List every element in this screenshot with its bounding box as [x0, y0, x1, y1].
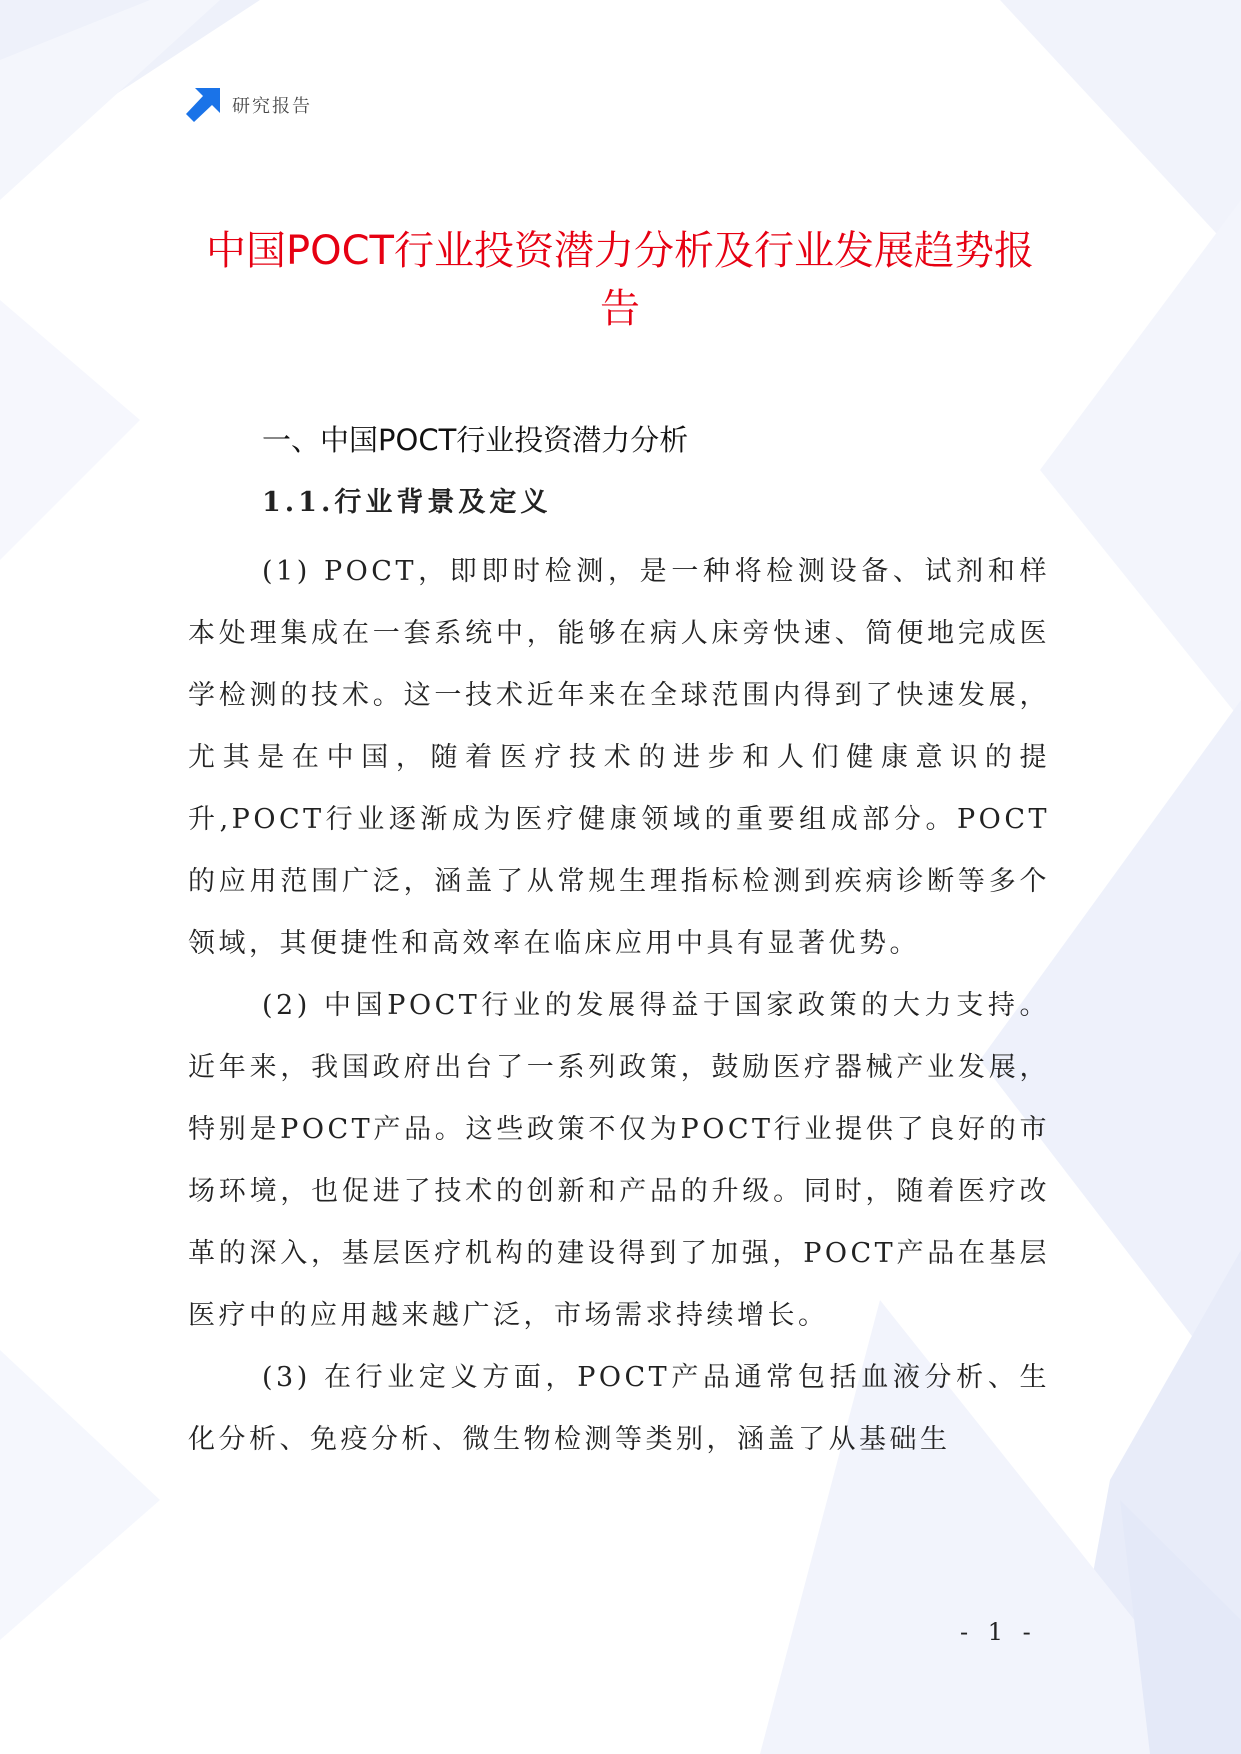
paragraph: (2) 中国POCT行业的发展得益于国家政策的大力支持。近年来，我国政府出台了一系列政策，鼓励医疗器械产业发展，特别是POCT产品。这些政策不仅为POCT行业提供了良好的市场环境，也促进了技术的创新和产品的升级。同时，随着医疗改革的深入，基层医疗机构的建设得到了加强，POCT产品在基层医疗中的应用越来越广泛，市场需求持续增长。 — [188, 990, 1051, 1331]
body-text — [188, 541, 1050, 1471]
section-heading: 一、中国POCT行业投资潜力分析 — [262, 423, 689, 457]
paragraph: (1) POCT，即即时检测，是一种将检测设备、试剂和样本处理集成在一套系统中，能够在病人床旁快速、简便地完成医学检测的技术。这一技术近年来在全球范围内得到了快速发展，尤其是在中国，随着医疗技术的进步和人们健康意识的提升,POCT行业逐渐成为医疗健康领域的重要组成部分。POCT的应用范围广泛，涵盖了从常规生理指标检测到疾病诊断等多个领域，其便捷性和高效率在临床应用中具有显著优势。 — [188, 556, 1050, 959]
subsection-heading: 1.1.行业背景及定义 — [262, 487, 552, 518]
paragraph: (3) 在行业定义方面，POCT产品通常包括血液分析、生化分析、免疫分析、微生物检测等类别，涵盖了从基础生 — [188, 1362, 1050, 1455]
page-number: - 1 - — [960, 1618, 1037, 1646]
arrow-up-right-icon — [186, 88, 220, 122]
report-header — [186, 88, 312, 122]
header-label: 研究报告 — [232, 96, 312, 117]
page-title: 中国POCT行业投资潜力分析及行业发展趋势报告 — [206, 228, 1034, 332]
